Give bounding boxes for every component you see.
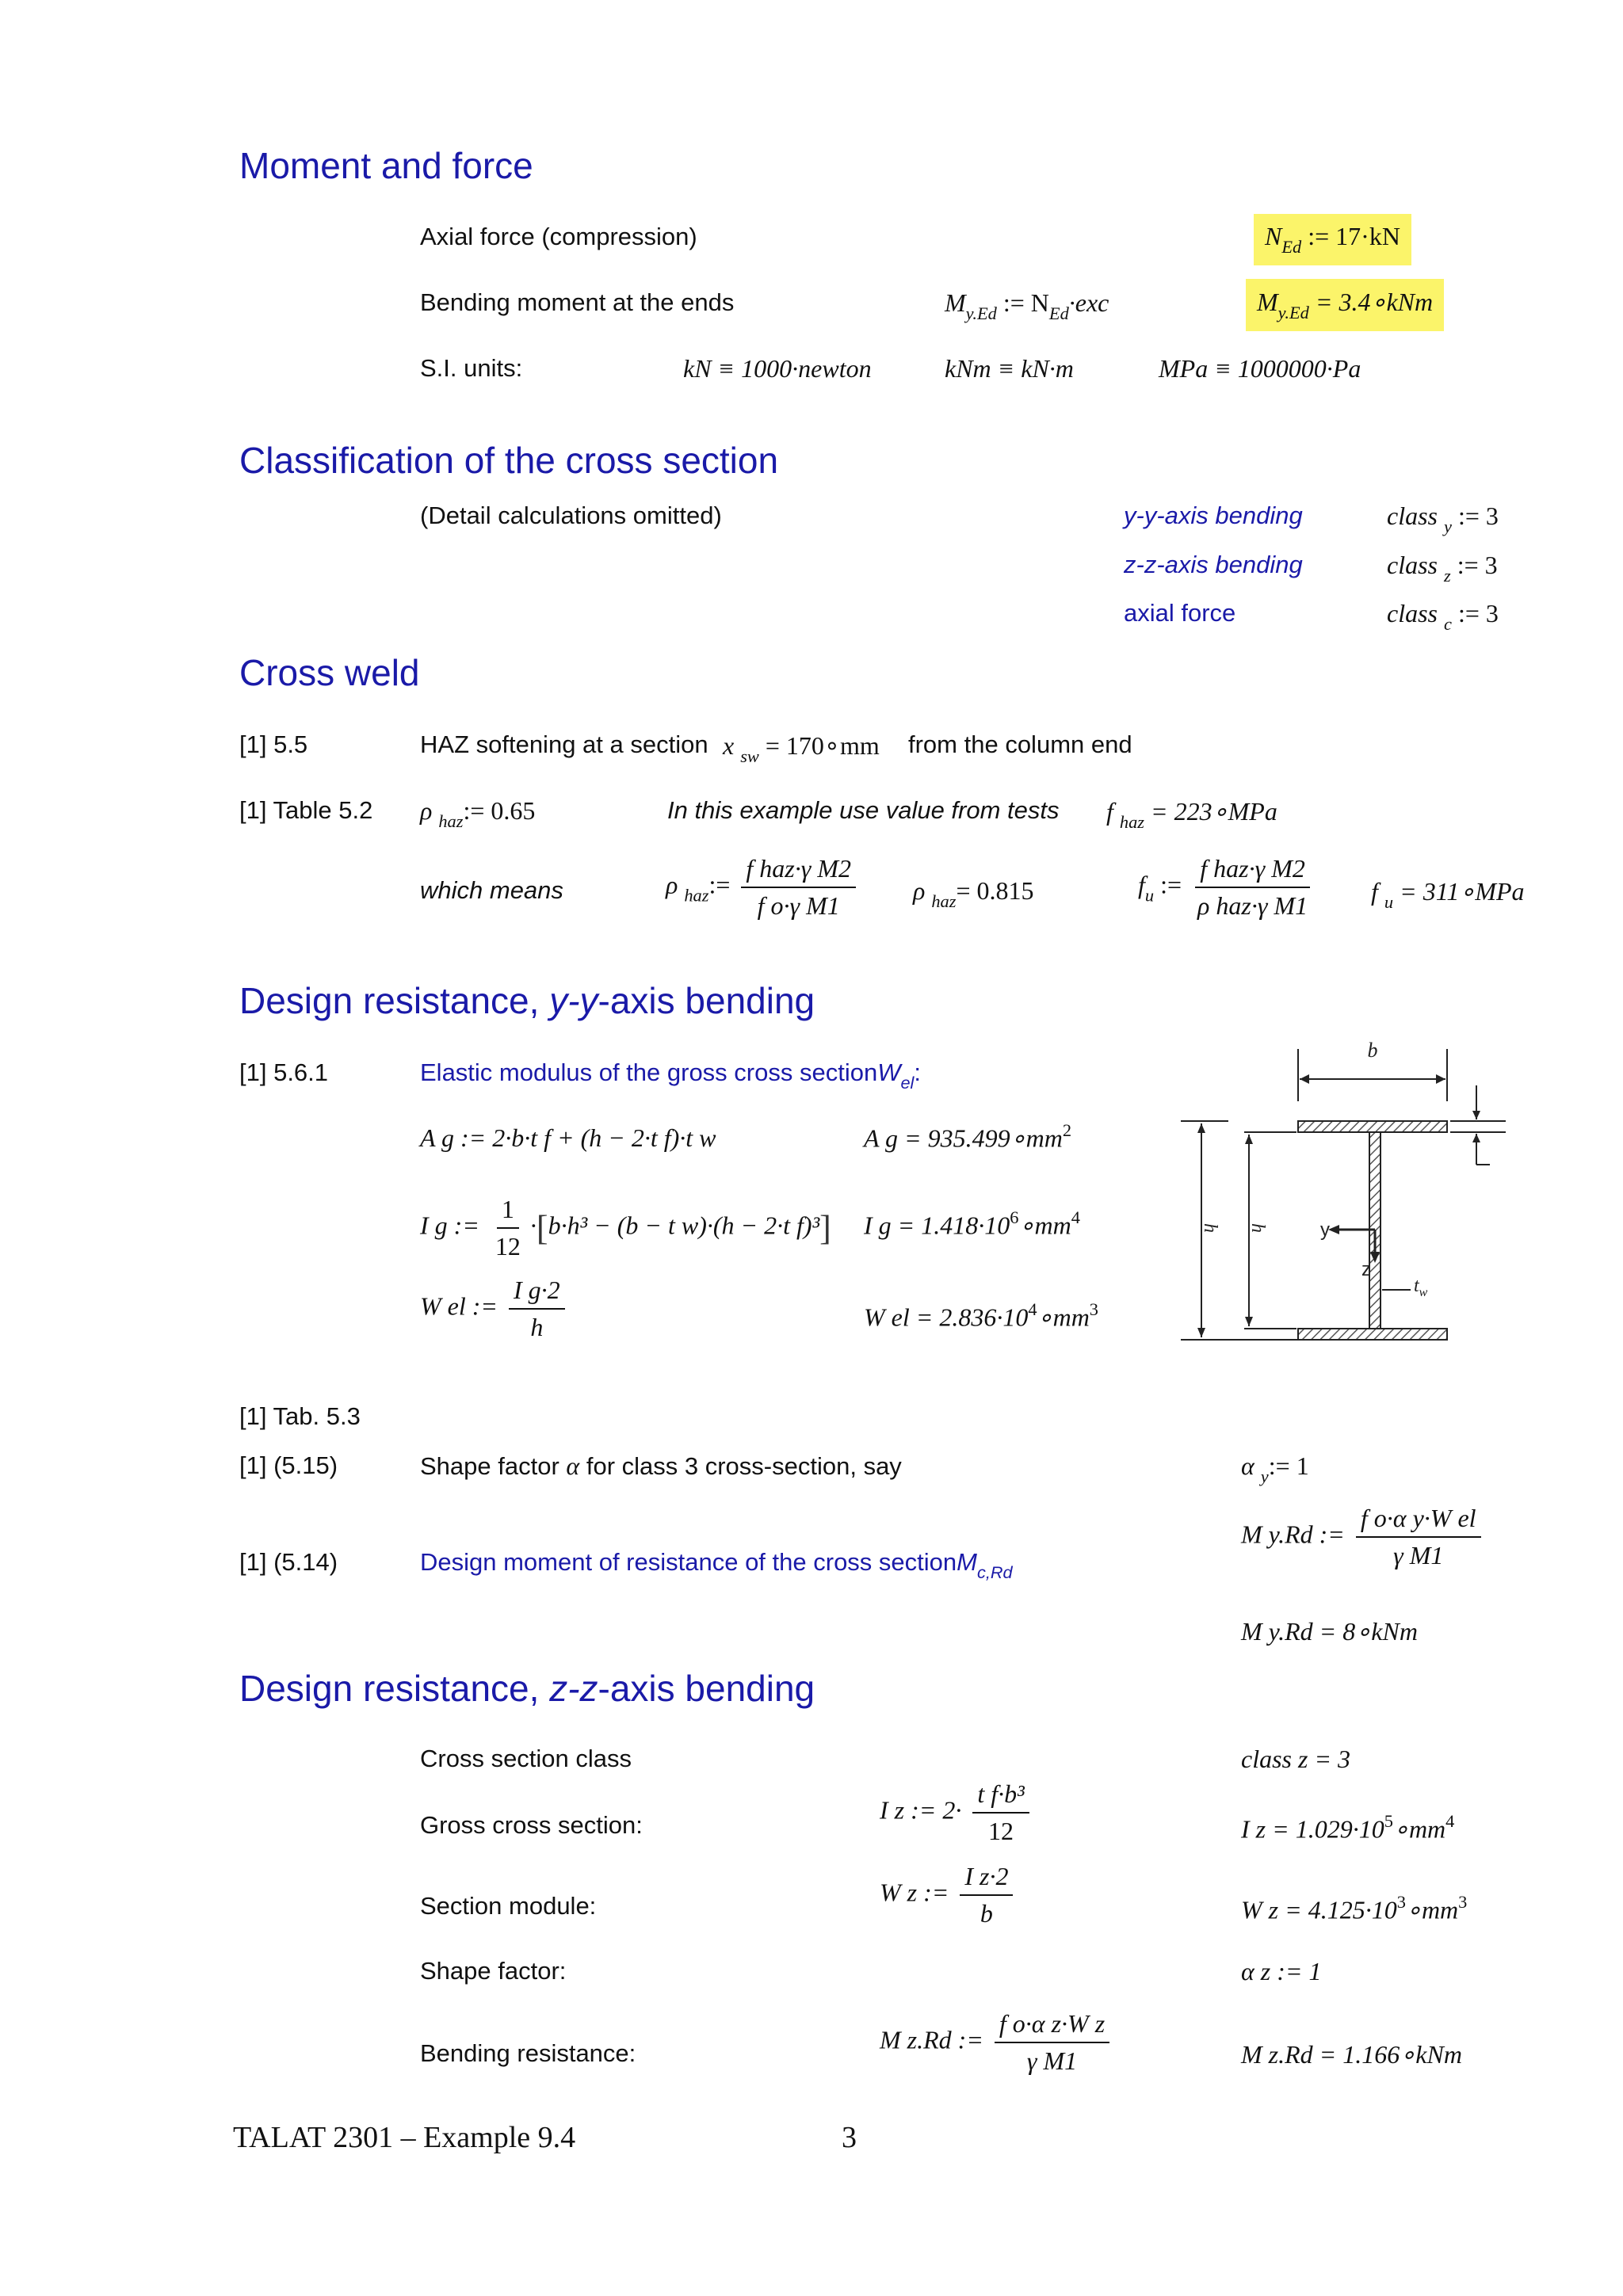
i-g-result bbox=[864, 1207, 1080, 1240]
rho-haz-fraction bbox=[741, 854, 856, 921]
i-g-body: b·h³ − (b − t w)·(h − 2·t f)³ bbox=[548, 1211, 820, 1240]
m-res-symbol: M bbox=[1257, 288, 1278, 316]
w-el-result bbox=[864, 1299, 1098, 1332]
m-def-symbol: M bbox=[945, 288, 966, 317]
a-g-result-exp: 2 bbox=[1062, 1120, 1072, 1140]
f-u-result bbox=[1371, 876, 1525, 913]
ref-tab-5-3: [1] Tab. 5.3 bbox=[239, 1402, 361, 1430]
ref-5-5: [1] 5.5 bbox=[239, 730, 308, 758]
ref-5-6-1: [1] 5.6.1 bbox=[239, 1058, 329, 1086]
heading-z-pre: Design resistance, bbox=[239, 1668, 550, 1709]
class-z-assignment bbox=[1387, 551, 1498, 586]
w-z-result-unit: ∘mm bbox=[1405, 1895, 1459, 1924]
heading-z-post: -axis bending bbox=[598, 1668, 815, 1709]
w-el-result-unit: ∘mm bbox=[1037, 1302, 1090, 1332]
i-z-fraction bbox=[972, 1779, 1029, 1846]
ref-5-15: [1] (5.15) bbox=[239, 1451, 338, 1479]
mcrd-subscript: c,Rd bbox=[976, 1562, 1013, 1582]
rho-symbol: ρ bbox=[420, 796, 433, 825]
shape-text-1: Shape factor bbox=[420, 1452, 559, 1480]
elastic-modulus-text bbox=[420, 1058, 921, 1093]
m-yrd-result: M y.Rd = 8∘kNm bbox=[1241, 1617, 1418, 1646]
m-yed-definition bbox=[945, 288, 1109, 324]
rho-haz-assignment bbox=[420, 796, 535, 832]
f-u2-result: = 311∘MPa bbox=[1400, 877, 1525, 906]
which-means-text: which means bbox=[420, 876, 563, 904]
si-mpa-definition: MPa ≡ 1000000·Pa bbox=[1159, 354, 1361, 383]
i-g-frac-num: 1 bbox=[497, 1195, 519, 1229]
class-y-subscript: y bbox=[1444, 517, 1452, 537]
heading-y-pre: Design resistance, bbox=[239, 980, 550, 1021]
rho-value: := 0.65 bbox=[463, 796, 536, 825]
w-el-frac-num: I g·2 bbox=[509, 1276, 565, 1310]
i-z-result-text: I z = 1.029·10 bbox=[1241, 1814, 1384, 1844]
m-def-mid: := N bbox=[1002, 288, 1049, 317]
n-ed-value: := 17·kN bbox=[1308, 222, 1400, 250]
w-el-symbol: W bbox=[877, 1058, 901, 1086]
i-z-definition bbox=[880, 1779, 1034, 1846]
rho3-result: = 0.815 bbox=[956, 876, 1034, 905]
heading-moment-and-force: Moment and force bbox=[239, 145, 533, 186]
w-el-subscript: el bbox=[900, 1072, 915, 1093]
design-moment-label: Design moment of resistance of the cross section bbox=[420, 1548, 957, 1576]
class-c-assignment bbox=[1387, 599, 1499, 635]
shape-factor-label: Shape factor: bbox=[420, 1957, 567, 1985]
f-haz-symbol: f bbox=[1106, 797, 1113, 826]
mcrd-symbol: M bbox=[957, 1548, 977, 1576]
heading-cross-weld: Cross weld bbox=[239, 652, 420, 693]
w-el-definition bbox=[420, 1276, 570, 1342]
m-yrd-frac-den: γ M1 bbox=[1393, 1541, 1444, 1569]
w-el-colon: : bbox=[914, 1058, 921, 1086]
class-z-word: class bbox=[1387, 551, 1438, 579]
class-c-label: axial force bbox=[1124, 599, 1236, 627]
class-z-subscript: z bbox=[1444, 566, 1451, 586]
haz-softening-text: HAZ softening at a section bbox=[420, 730, 708, 758]
f-haz-subscript: haz bbox=[1119, 812, 1144, 833]
fig-label-tw: $t_w$ bbox=[1414, 1276, 1428, 1299]
footer-page-number: 3 bbox=[842, 2121, 857, 2154]
fig-label-y: y bbox=[1320, 1219, 1330, 1241]
alpha-y-value: := 1 bbox=[1268, 1451, 1309, 1480]
w-el-result-exp: 4 bbox=[1028, 1299, 1037, 1319]
fig-label-h2: h bbox=[1247, 1223, 1268, 1233]
i-z-lhs: I z := 2· bbox=[880, 1795, 962, 1825]
i-g-result-exp: 6 bbox=[1010, 1207, 1019, 1227]
a-g-result-text: A g = 935.499∘mm bbox=[864, 1123, 1063, 1153]
gross-cross-section-label: Gross cross section: bbox=[420, 1811, 643, 1839]
f-haz-value bbox=[1106, 796, 1277, 833]
i-z-frac-num: t f·b³ bbox=[972, 1779, 1029, 1814]
w-z-definition bbox=[880, 1862, 1018, 1928]
n-ed-subscript: Ed bbox=[1281, 237, 1302, 257]
heading-design-resistance-z bbox=[239, 1667, 815, 1710]
bottom-flange bbox=[1298, 1329, 1447, 1340]
m-zrd-fraction bbox=[995, 2009, 1109, 2076]
w-z-result bbox=[1241, 1892, 1467, 1924]
m-zrd-result: M z.Rd = 1.166∘kNm bbox=[1241, 2040, 1462, 2069]
rho2-subscript: haz bbox=[684, 885, 709, 906]
w-el-lhs: W el := bbox=[420, 1291, 498, 1321]
i-g-lhs: I g := bbox=[420, 1211, 479, 1240]
m-def-subscript: y.Ed bbox=[965, 303, 997, 324]
f-u-formula bbox=[1138, 854, 1317, 921]
a-g-definition: A g := 2·b·t f + (h − 2·t f)·t w bbox=[420, 1123, 716, 1152]
f-u2-symbol: f bbox=[1371, 877, 1378, 906]
section-module-label: Section module: bbox=[420, 1892, 597, 1920]
w-z-result-exp: 3 bbox=[1396, 1892, 1406, 1912]
i-g-fraction bbox=[491, 1195, 525, 1261]
design-moment-text bbox=[420, 1548, 1013, 1583]
fig-label-b: b bbox=[1367, 1039, 1378, 1062]
m-zrd-definition bbox=[880, 2009, 1114, 2076]
i-section-figure bbox=[1173, 1038, 1522, 1347]
class-z-value: := 3 bbox=[1457, 551, 1498, 579]
w-el-result-text: W el = 2.836·10 bbox=[864, 1302, 1029, 1332]
bending-resistance-label: Bending resistance: bbox=[420, 2039, 636, 2067]
m-zrd-lhs: M z.Rd := bbox=[880, 2025, 983, 2054]
rho2-symbol: ρ bbox=[666, 870, 678, 899]
class-c-subscript: c bbox=[1444, 614, 1452, 635]
alpha-y-assignment bbox=[1241, 1451, 1309, 1487]
w-z-frac-den: b bbox=[980, 1899, 993, 1928]
w-z-frac-num: I z·2 bbox=[960, 1862, 1013, 1896]
w-el-frac-den: h bbox=[530, 1313, 544, 1341]
i-z-result-exp: 5 bbox=[1384, 1811, 1393, 1831]
m-def-mid-subscript: Ed bbox=[1048, 303, 1069, 324]
w-el-result-unit-exp: 3 bbox=[1089, 1299, 1098, 1319]
f-u-assign: := bbox=[1160, 870, 1182, 899]
alpha-z-assignment: α z := 1 bbox=[1241, 1957, 1322, 1985]
f-u-fraction bbox=[1193, 854, 1312, 921]
shape-factor-text bbox=[420, 1451, 902, 1481]
alpha-y-subscript: y bbox=[1260, 1466, 1269, 1487]
w-el-fraction bbox=[509, 1276, 565, 1342]
class-y-word: class bbox=[1387, 502, 1438, 530]
n-ed-symbol: N bbox=[1265, 222, 1282, 250]
f-u-symbol: f bbox=[1138, 870, 1145, 899]
si-units-label: S.I. units: bbox=[420, 354, 523, 382]
f-u2-subscript: u bbox=[1384, 892, 1394, 913]
m-yrd-definition bbox=[1241, 1504, 1486, 1570]
bending-moment-label: Bending moment at the ends bbox=[420, 288, 735, 316]
frac1-denominator: f o·γ M1 bbox=[757, 891, 840, 920]
detail-omitted-note: (Detail calculations omitted) bbox=[420, 502, 722, 529]
axial-force-label: Axial force (compression) bbox=[420, 223, 697, 250]
rho3-subscript: haz bbox=[931, 891, 957, 912]
top-flange bbox=[1298, 1121, 1447, 1132]
m-zrd-frac-num: f o·α z·W z bbox=[995, 2009, 1109, 2043]
shape-alpha: α bbox=[566, 1451, 580, 1480]
cross-section-class-label: Cross section class bbox=[420, 1745, 632, 1772]
si-knm-definition: kNm ≡ kN·m bbox=[945, 354, 1074, 383]
m-yrd-fraction bbox=[1356, 1504, 1481, 1570]
x-sw-subscript: sw bbox=[740, 746, 759, 767]
n-ed-assignment bbox=[1254, 214, 1411, 265]
m-yrd-lhs: M y.Rd := bbox=[1241, 1520, 1345, 1549]
si-kn-definition: kN ≡ 1000·newton bbox=[683, 354, 872, 383]
m-zrd-frac-den: γ M1 bbox=[1026, 2046, 1078, 2075]
elastic-modulus-label: Elastic modulus of the gross cross section bbox=[420, 1058, 878, 1086]
x-sw-number: = 170∘mm bbox=[765, 731, 880, 760]
i-z-result-unit-exp: 4 bbox=[1445, 1811, 1455, 1831]
rho-haz-result bbox=[913, 876, 1034, 912]
alpha-y-symbol: α bbox=[1241, 1451, 1254, 1480]
i-g-result-unit: ∘mm bbox=[1018, 1211, 1071, 1240]
heading-y-axis: y-y bbox=[549, 980, 598, 1021]
a-g-result bbox=[864, 1120, 1071, 1153]
heading-z-axis: z-z bbox=[549, 1668, 598, 1709]
m-res-subscript: y.Ed bbox=[1277, 303, 1309, 323]
frac2-denominator: ρ haz·γ M1 bbox=[1197, 891, 1308, 920]
heading-y-post: -axis bending bbox=[598, 980, 815, 1021]
w-z-result-text: W z = 4.125·10 bbox=[1241, 1895, 1397, 1924]
m-yrd-frac-num: f o·α y·W el bbox=[1356, 1504, 1481, 1538]
i-g-frac-den: 12 bbox=[495, 1232, 521, 1261]
rho-subscript: haz bbox=[438, 811, 464, 832]
from-column-end-text: from the column end bbox=[908, 730, 1132, 758]
f-haz-number: = 223∘MPa bbox=[1151, 797, 1277, 826]
footer-title: TALAT 2301 – Example 9.4 bbox=[233, 2121, 576, 2154]
w-z-fraction bbox=[960, 1862, 1013, 1928]
i-z-frac-den: 12 bbox=[988, 1817, 1014, 1845]
class-z-label: z-z-axis bending bbox=[1124, 551, 1303, 578]
i-g-result-text: I g = 1.418·10 bbox=[864, 1211, 1010, 1240]
ref-table-5-2: [1] Table 5.2 bbox=[239, 796, 373, 824]
class-y-value: := 3 bbox=[1457, 502, 1499, 530]
heading-classification: Classification of the cross section bbox=[239, 440, 779, 481]
fig-label-z: z bbox=[1361, 1259, 1371, 1280]
w-z-result-unit-exp: 3 bbox=[1458, 1892, 1468, 1912]
i-z-result bbox=[1241, 1811, 1454, 1844]
m-def-tail: ·exc bbox=[1068, 288, 1109, 317]
class-c-word: class bbox=[1387, 599, 1438, 627]
frac1-numerator: f haz·γ M2 bbox=[741, 854, 856, 888]
class-y-label: y-y-axis bending bbox=[1124, 502, 1303, 529]
rho3-symbol: ρ bbox=[913, 876, 926, 905]
class-z-result: class z = 3 bbox=[1241, 1745, 1351, 1773]
m-res-value: = 3.4∘kNm bbox=[1315, 288, 1434, 316]
rho-haz-formula bbox=[666, 854, 861, 921]
fig-label-h: h bbox=[1200, 1223, 1220, 1233]
w-z-lhs: W z := bbox=[880, 1878, 949, 1907]
frac2-numerator: f haz·γ M2 bbox=[1195, 854, 1310, 888]
x-sw-symbol: x bbox=[723, 731, 735, 760]
m-yed-result bbox=[1246, 279, 1444, 331]
f-u-subscript: u bbox=[1144, 885, 1155, 906]
i-g-result-unit-exp: 4 bbox=[1071, 1207, 1080, 1227]
heading-design-resistance-y bbox=[239, 979, 815, 1022]
x-sw-value bbox=[723, 730, 880, 767]
class-y-assignment bbox=[1387, 502, 1499, 537]
class-c-value: := 3 bbox=[1457, 599, 1499, 627]
shape-text-2: for class 3 cross-section, say bbox=[586, 1452, 902, 1480]
rho2-assign: := bbox=[708, 870, 731, 899]
ref-5-14: [1] (5.14) bbox=[239, 1548, 338, 1576]
example-tests-text: In this example use value from tests bbox=[667, 796, 1060, 824]
i-g-definition: I g := $\frac{1}{12}$ ·[b·h³ − (b − t w)·(h − 2·t f)³] bbox=[420, 1195, 831, 1261]
i-z-result-unit: ∘mm bbox=[1392, 1814, 1446, 1844]
